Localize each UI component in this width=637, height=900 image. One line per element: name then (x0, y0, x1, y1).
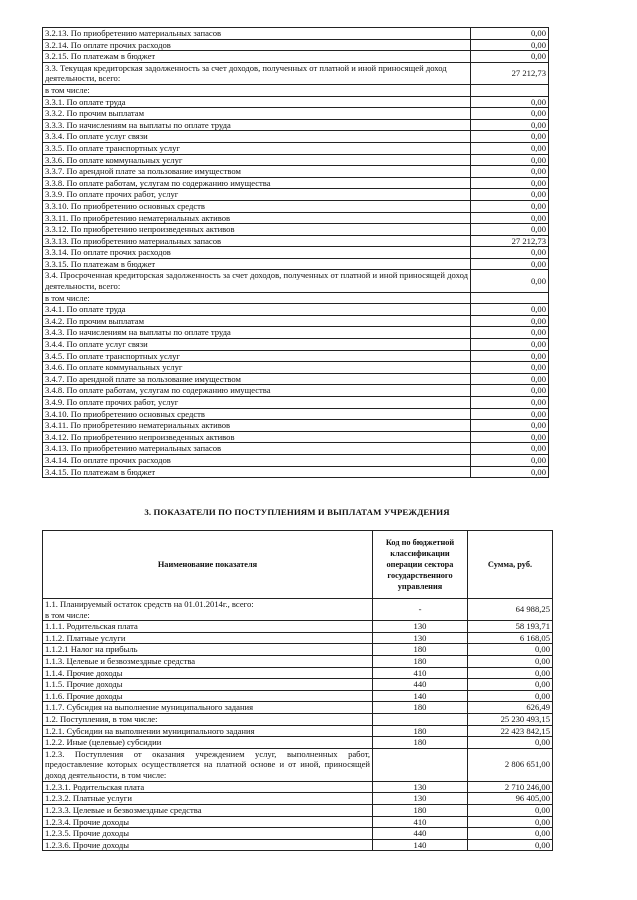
table-row (43, 644, 553, 656)
row-label: 1.2. Поступления, в том числе: (43, 713, 373, 725)
row-value: 96 405,00 (468, 793, 553, 805)
row-value: 0,00 (471, 212, 549, 224)
table-row (43, 189, 549, 201)
table-row (43, 350, 549, 362)
table-row (43, 804, 553, 816)
row-value: 22 423 842,15 (468, 725, 553, 737)
table-row (43, 431, 549, 443)
row-value: 2 710 246,00 (468, 781, 553, 793)
row-label: 1.1.2.1 Налог на прибыль (43, 644, 373, 656)
table-row (43, 142, 549, 154)
table-row (43, 339, 549, 351)
row-label: 3.2.13. По приобретению материальных запасов (43, 28, 471, 40)
table-row (43, 96, 549, 108)
row-label: 3.4.14. По оплате прочих расходов (43, 454, 471, 466)
row-value: 0,00 (468, 804, 553, 816)
row-value: 0,00 (471, 39, 549, 51)
receipts-payments-table (42, 530, 553, 851)
row-code: 180 (373, 737, 468, 749)
row-label: 3.4.7. По арендной плате за пользование имуществом (43, 373, 471, 385)
row-value: 0,00 (471, 154, 549, 166)
row-label: 1.1.7. Субсидия на выполнение муниципального задания (43, 702, 373, 714)
row-value (471, 84, 549, 96)
table-row (43, 235, 549, 247)
row-value: 0,00 (468, 655, 553, 667)
row-label: 3.4.12. По приобретению непроизведенных активов (43, 431, 471, 443)
table-row (43, 793, 553, 805)
table-row (43, 177, 549, 189)
row-value: 27 212,73 (471, 62, 549, 84)
row-value: 0,00 (468, 737, 553, 749)
row-label: 3.3.5. По оплате транспортных услуг (43, 142, 471, 154)
row-value: 0,00 (471, 373, 549, 385)
row-code: 130 (373, 781, 468, 793)
row-label: 3.3.14. По оплате прочих расходов (43, 247, 471, 259)
table-row (43, 679, 553, 691)
row-label: 3.4.2. По прочим выплатам (43, 315, 471, 327)
row-label: 3.3.9. По оплате прочих работ, услуг (43, 189, 471, 201)
header-sum: Сумма, руб. (468, 531, 553, 599)
table-row (43, 599, 553, 621)
row-value: 0,00 (468, 679, 553, 691)
table-row (43, 781, 553, 793)
header-indicator-name: Наименование показателя (43, 531, 373, 599)
table-row (43, 420, 549, 432)
row-value: 0,00 (471, 189, 549, 201)
row-value: 626,49 (468, 702, 553, 714)
row-value: 0,00 (468, 828, 553, 840)
row-label: 1.2.3.6. Прочие доходы (43, 839, 373, 851)
row-label: 3.4.5. По оплате транспортных услуг (43, 350, 471, 362)
table-row (43, 690, 553, 702)
row-label: в том числе: (43, 84, 471, 96)
row-value: 0,00 (471, 166, 549, 178)
row-label: 3.3.11. По приобретению нематериальных активов (43, 212, 471, 224)
row-label: 3.4.6. По оплате коммунальных услуг (43, 362, 471, 374)
row-label: 3.3.1. По оплате труда (43, 96, 471, 108)
table-row (43, 816, 553, 828)
table-row (43, 362, 549, 374)
table-row (43, 373, 549, 385)
table-row (43, 397, 549, 409)
row-value: 0,00 (468, 667, 553, 679)
row-value: 0,00 (471, 119, 549, 131)
row-value: 0,00 (471, 350, 549, 362)
row-label: 3.3.8. По оплате работам, услугам по содержанию имущества (43, 177, 471, 189)
row-label: 3.4.3. По начислениям на выплаты по оплате труда (43, 327, 471, 339)
row-code: - (373, 599, 468, 621)
row-value: 0,00 (471, 362, 549, 374)
row-value: 0,00 (471, 131, 549, 143)
row-code: 130 (373, 632, 468, 644)
table-row (43, 748, 553, 781)
table-row (43, 154, 549, 166)
row-label: 1.2.3.4. Прочие доходы (43, 816, 373, 828)
row-label: 3.3.6. По оплате коммунальных услуг (43, 154, 471, 166)
row-value: 0,00 (471, 247, 549, 259)
table-row (43, 655, 553, 667)
row-label: 3.3.10. По приобретению основных средств (43, 200, 471, 212)
row-value: 0,00 (471, 397, 549, 409)
row-label: 3.2.14. По оплате прочих расходов (43, 39, 471, 51)
row-label: 1.1.5. Прочие доходы (43, 679, 373, 691)
table-row (43, 39, 549, 51)
row-label: 3.3.13. По приобретению материальных запасов (43, 235, 471, 247)
row-code: 180 (373, 725, 468, 737)
row-code: 140 (373, 690, 468, 702)
row-value: 0,00 (471, 28, 549, 40)
row-code: 180 (373, 702, 468, 714)
table-row (43, 443, 549, 455)
row-label: 1.2.3. Поступления от оказания учреждением услуг, выполненных работ, предоставление которых осуществляется на платной основе и от иной, приносящей доход деятельности, в том числе: (43, 748, 373, 781)
row-label: 3.4.8. По оплате работам, услугам по содержанию имущества (43, 385, 471, 397)
row-value: 6 168,05 (468, 632, 553, 644)
table-row (43, 131, 549, 143)
table-row (43, 828, 553, 840)
table-row (43, 212, 549, 224)
row-label: 1.1.3. Целевые и безвозмездные средства (43, 655, 373, 667)
table-row (43, 84, 549, 96)
row-value: 58 193,71 (468, 621, 553, 633)
row-label: 3.3.12. По приобретению непроизведенных активов (43, 224, 471, 236)
table-row (43, 200, 549, 212)
row-label: 3.3.2. По прочим выплатам (43, 108, 471, 120)
row-label: 3.4.11. По приобретению нематериальных активов (43, 420, 471, 432)
row-code (373, 713, 468, 725)
row-label: 3.4.13. По приобретению материальных запасов (43, 443, 471, 455)
row-value: 0,00 (471, 200, 549, 212)
table-row (43, 315, 549, 327)
table-row (43, 270, 549, 292)
row-label: 1.1.2. Платные услуги (43, 632, 373, 644)
section-heading: 3. ПОКАЗАТЕЛИ ПО ПОСТУПЛЕНИЯМ И ВЫПЛАТАМ УЧРЕЖДЕНИЯ (144, 507, 450, 517)
row-label: 3.3.7. По арендной плате за пользование имуществом (43, 166, 471, 178)
row-value: 0,00 (468, 644, 553, 656)
row-value: 0,00 (471, 304, 549, 316)
row-value: 64 988,25 (468, 599, 553, 621)
row-value: 25 230 493,15 (468, 713, 553, 725)
row-label: 3.4.4. По оплате услуг связи (43, 339, 471, 351)
row-value: 0,00 (471, 454, 549, 466)
row-label: в том числе: (43, 292, 471, 304)
header-budget-code: Код по бюджетной классификации операции сектора государственного управления (373, 531, 468, 599)
row-code: 130 (373, 793, 468, 805)
row-value: 0,00 (468, 839, 553, 851)
table-row (43, 737, 553, 749)
table-row (43, 166, 549, 178)
row-value: 0,00 (468, 816, 553, 828)
row-value: 0,00 (471, 385, 549, 397)
row-code: 440 (373, 679, 468, 691)
table-row (43, 621, 553, 633)
row-label: 3.4.9. По оплате прочих работ, услуг (43, 397, 471, 409)
table-row (43, 713, 553, 725)
row-value: 2 806 651,00 (468, 748, 553, 781)
row-value: 0,00 (471, 315, 549, 327)
row-value: 0,00 (471, 327, 549, 339)
row-label: 1.1. Планируемый остаток средств на 01.01.2014г., всего: в том числе: (43, 599, 373, 621)
row-code: 410 (373, 667, 468, 679)
row-value: 0,00 (471, 51, 549, 63)
table-row (43, 258, 549, 270)
row-label: 3.3.15. По платежам в бюджет (43, 258, 471, 270)
row-value: 0,00 (471, 96, 549, 108)
table-header-row (43, 531, 553, 599)
row-value: 0,00 (471, 177, 549, 189)
table-row (43, 304, 549, 316)
row-code: 410 (373, 816, 468, 828)
table-row (43, 28, 549, 40)
row-label: 3.3.4. По оплате услуг связи (43, 131, 471, 143)
row-code: 440 (373, 828, 468, 840)
row-value: 0,00 (471, 142, 549, 154)
payables-table (42, 27, 549, 478)
row-label: 1.2.3.3. Целевые и безвозмездные средства (43, 804, 373, 816)
row-code (373, 748, 468, 781)
row-code: 180 (373, 655, 468, 667)
table-row (43, 454, 549, 466)
table-row (43, 327, 549, 339)
row-label: 3.4.15. По платежам в бюджет (43, 466, 471, 478)
row-value: 0,00 (471, 443, 549, 455)
row-label: 3.4.10. По приобретению основных средств (43, 408, 471, 420)
table-row (43, 725, 553, 737)
row-label: 3.3. Текущая кредиторская задолженность за счет доходов, полученных от платной и иной приносящей доход деятельности, всего: (43, 62, 471, 84)
row-value: 0,00 (471, 420, 549, 432)
row-value: 0,00 (471, 270, 549, 292)
table-row (43, 119, 549, 131)
row-label: 3.2.15. По платежам в бюджет (43, 51, 471, 63)
table-row (43, 408, 549, 420)
row-value (471, 292, 549, 304)
table-row (43, 839, 553, 851)
table-row (43, 466, 549, 478)
table-row (43, 702, 553, 714)
row-code: 180 (373, 804, 468, 816)
row-label: 3.4. Просроченная кредиторская задолженность за счет доходов, полученных от платной и иной приносящей доход деятельности, всего: (43, 270, 471, 292)
row-label: 1.2.3.1. Родительская плата (43, 781, 373, 793)
row-value: 0,00 (471, 339, 549, 351)
row-value: 0,00 (471, 108, 549, 120)
table-row (43, 292, 549, 304)
row-label: 1.1.4. Прочие доходы (43, 667, 373, 679)
row-value: 0,00 (471, 431, 549, 443)
table-row (43, 632, 553, 644)
row-code: 180 (373, 644, 468, 656)
table-row (43, 51, 549, 63)
table-row (43, 385, 549, 397)
row-value: 0,00 (471, 466, 549, 478)
row-label: 1.2.1. Субсидии на выполнении муниципального задания (43, 725, 373, 737)
row-code: 130 (373, 621, 468, 633)
row-code: 140 (373, 839, 468, 851)
row-value: 0,00 (468, 690, 553, 702)
row-label: 1.2.2. Иные (целевые) субсидии (43, 737, 373, 749)
table-row (43, 224, 549, 236)
table-row (43, 667, 553, 679)
table-row (43, 108, 549, 120)
row-value: 0,00 (471, 408, 549, 420)
row-label: 1.2.3.2. Платные услуги (43, 793, 373, 805)
row-value: 27 212,73 (471, 235, 549, 247)
table-row (43, 62, 549, 84)
row-value: 0,00 (471, 224, 549, 236)
table-row (43, 247, 549, 259)
row-label: 3.4.1. По оплате труда (43, 304, 471, 316)
row-value: 0,00 (471, 258, 549, 270)
row-label: 1.1.6. Прочие доходы (43, 690, 373, 702)
row-label: 3.3.3. По начислениям на выплаты по оплате труда (43, 119, 471, 131)
row-label: 1.1.1. Родительская плата (43, 621, 373, 633)
row-label: 1.2.3.5. Прочие доходы (43, 828, 373, 840)
